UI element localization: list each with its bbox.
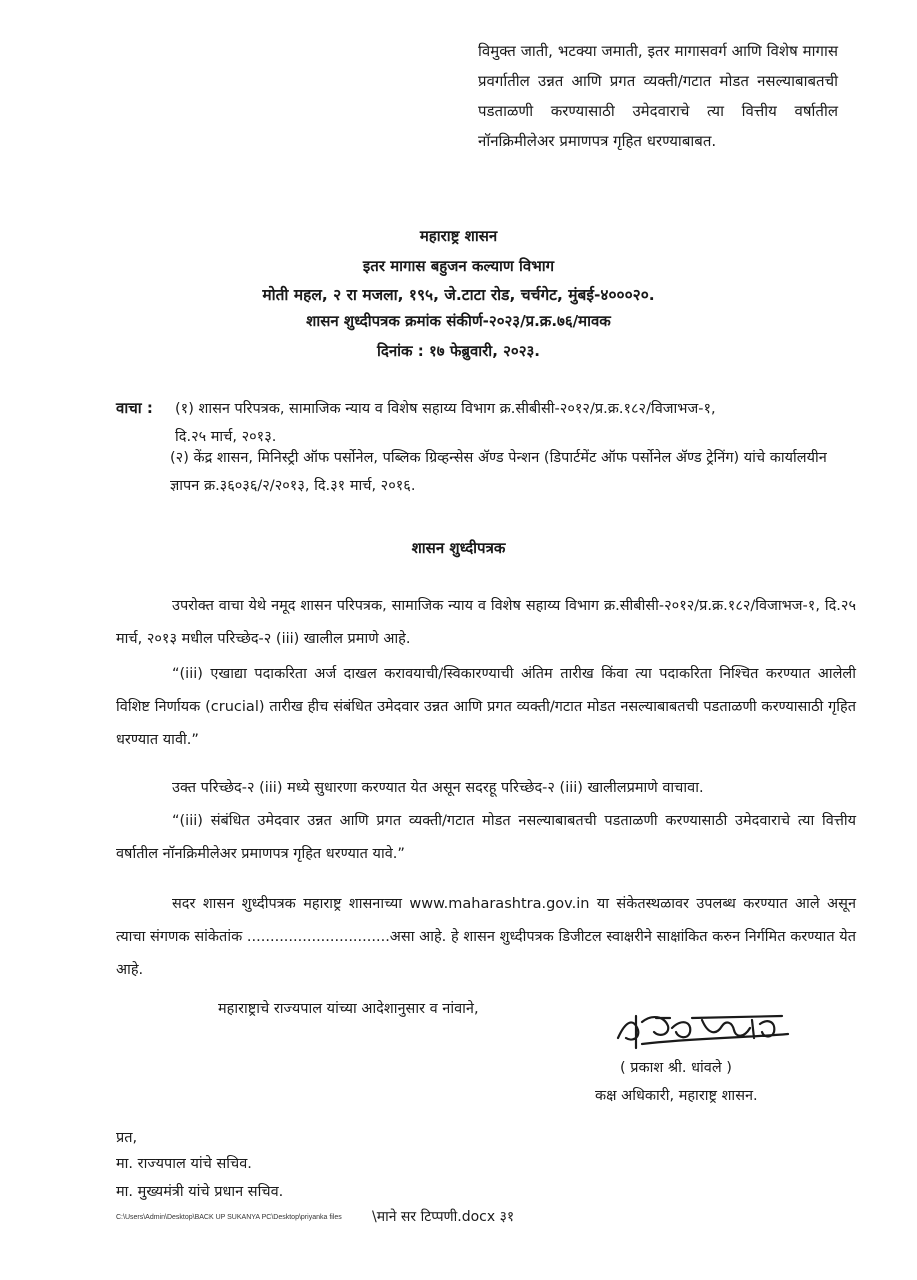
read-label: वाचा :: [116, 399, 153, 417]
copy-item: मा. मुख्यमंत्री यांचे प्रधान सचिव.: [116, 1184, 284, 1200]
subject-text: विमुक्त जाती, भटक्या जमाती, इतर मागासवर्ग आणि विशेष मागास प्रवर्गातील उन्नत आणि प्रगत व्यक्ती/गटात मोडत नसल्याबाबतची पडताळणी करण्यासाठी उमेदवाराचे त्या वित्तीय वर्षातील नॉनक्रिमीलेअर प्रमाणपत्र गृहित धरण्याबाबत.: [478, 42, 838, 150]
closing-line: महाराष्ट्राचे राज्यपाल यांच्या आदेशानुसार व नांवाने,: [218, 1001, 479, 1017]
paragraph-1: उपरोक्त वाचा येथे नमूद शासन परिपत्रक, सामाजिक न्याय व विशेष सहाय्य विभाग क्र.सीबीसी-२०१२/प्र.क्र.१८२/विजाभज-१, दि.२५ मार्च, २०१३ मधील परिच्छेद-२ (iii) खालील प्रमाणे आहे.: [116, 598, 856, 647]
body-title: शासन शुध्दीपत्रक: [411, 539, 506, 557]
footer-file-path: C:\Users\Admin\Desktop\BACK UP SUKANYA PC\Desktop\priyanka files: [116, 1214, 342, 1221]
read-item-1-date: दि.२५ मार्च, २०१३.: [175, 429, 277, 445]
paragraph-5: सदर शासन शुध्दीपत्रक महाराष्ट्र शासनाच्या www.maharashtra.gov.in या संकेतस्थळावर उपलब्ध करण्यात आले असून त्याचा संगणक सांकेतांक ...............................असा आहे. हे शासन शुध्दीपत्रक डिजीटल स्वाक्षरीने साक्षांकित करुन निर्गमित करण्यात येत आहे.: [116, 896, 856, 978]
signatory-name: ( प्रकाश श्री. धांवले ): [620, 1060, 732, 1076]
copies-label: प्रत,: [116, 1130, 138, 1146]
footer-file-name: \माने सर टिप्पणी.docx ३१: [372, 1209, 515, 1225]
issue-date: दिनांक : १७ फेब्रुवारी, २०२३.: [376, 342, 541, 360]
department-name: इतर मागास बहुजन कल्याण विभाग: [362, 257, 555, 275]
government-name: महाराष्ट्र शासन: [419, 227, 498, 245]
read-item-1: (१) शासन परिपत्रक, सामाजिक न्याय व विशेष सहाय्य विभाग क्र.सीबीसी-२०१२/प्र.क्र.१८२/विजाभज-१,: [175, 401, 716, 417]
signatory-title: कक्ष अधिकारी, महाराष्ट्र शासन.: [595, 1088, 758, 1104]
paragraph-3: उक्त परिच्छेद-२ (iii) मध्ये सुधारणा करण्यात येत असून सदरहू परिच्छेद-२ (iii) खालीलप्रमाणे वाचावा.: [172, 780, 704, 796]
read-item-2: (२) केंद्र शासन, मिनिस्ट्री ऑफ पर्सोनेल, पब्लिक ग्रिव्हन्सेस ॲण्ड पेन्शन (डिपार्टमेंट ऑफ पर्सोनेल ॲण्ड ट्रेनिंग) यांचे कार्यालयीन ज्ञापन क्र.३६०३६/२/२०१३, दि.३१ मार्च, २०१६.: [170, 450, 827, 494]
office-address: मोती महल, २ रा मजला, १९५, जे.टाटा रोड, चर्चगेट, मुंबई-४०००२०.: [262, 286, 655, 304]
reference-number: शासन शुध्दीपत्रक क्रमांक संकीर्ण-२०२३/प्र.क्र.७६/मावक: [306, 312, 611, 330]
paragraph-2: “(iii) एखाद्या पदाकरिता अर्ज दाखल करावयाची/स्विकारण्याची अंतिम तारीख किंवा त्या पदाकरिता निश्चित करण्यात आलेली विशिष्ट निर्णायक (crucial) तारीख हीच संबंधित उमेदवार उन्नत आणि प्रगत व्यक्ती/गटात मोडत नसल्याबाबतची पडताळणी करण्यासाठी गृहित धरण्यात यावी.”: [116, 666, 856, 748]
paragraph-4: “(iii) संबंधित उमेदवार उन्नत आणि प्रगत व्यक्ती/गटात मोडत नसल्याबाबतची पडताळणी करण्यासाठी उमेदवाराचे त्या वित्तीय वर्षातील नॉनक्रिमीलेअर प्रमाणपत्र गृहित धरण्यात यावे.”: [116, 813, 856, 862]
handwritten-signature: [612, 1008, 792, 1052]
copy-item: मा. राज्यपाल यांचे सचिव.: [116, 1156, 252, 1172]
